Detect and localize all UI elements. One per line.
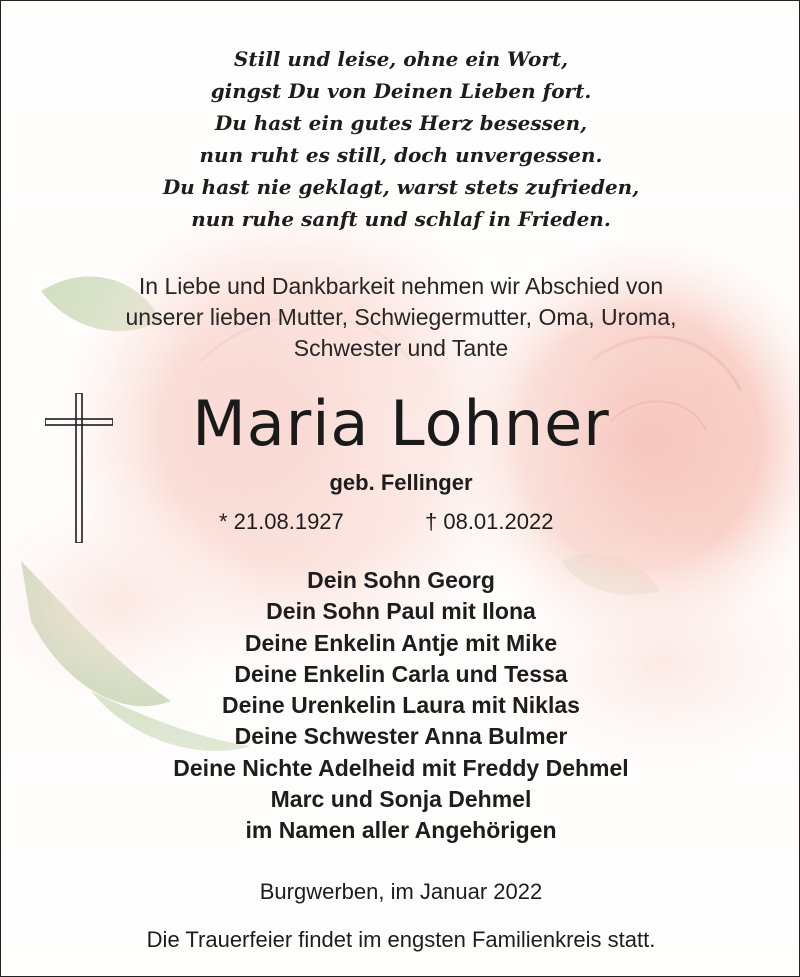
poem-line: gingst Du von Deinen Lieben fort.	[210, 79, 592, 103]
mourner-item: Deine Enkelin Antje mit Mike	[244, 629, 558, 656]
service-note: Die Trauerfeier findet im engsten Familienkreis statt.	[146, 927, 656, 952]
mourner-item: im Namen aller Angehörigen	[245, 817, 557, 844]
mourner-item: Deine Enkelin Carla und Tessa	[234, 660, 568, 687]
mourner-item: Deine Schwester Anna Bulmer	[234, 723, 568, 750]
birth-date: * 21.08.1927	[219, 509, 344, 534]
place-and-date: Burgwerben, im Januar 2022	[259, 879, 543, 904]
poem-line: nun ruhe sanft und schlaf in Frieden.	[191, 207, 611, 231]
poem-line: nun ruht es still, doch unvergessen.	[199, 143, 603, 167]
maiden-name: geb. Fellinger	[329, 470, 473, 495]
intro-line: Schwester und Tante	[293, 335, 509, 361]
poem-line: Still und leise, ohne ein Wort,	[233, 47, 569, 71]
poem-line: Du hast ein gutes Herz besessen,	[214, 111, 588, 135]
mourner-item: Deine Urenkelin Laura mit Niklas	[222, 692, 580, 719]
death-date: † 08.01.2022	[425, 509, 554, 534]
farewell-intro	[1, 271, 800, 364]
intro-line: In Liebe und Dankbarkeit nehmen wir Abschied von	[138, 273, 664, 299]
poem-line: Du hast nie geklagt, warst stets zufrieden,	[162, 175, 640, 199]
mourner-item: Dein Sohn Paul mit Ilona	[266, 598, 536, 625]
mourners-list	[1, 565, 800, 847]
mourner-item: Deine Nichte Adelheid mit Freddy Dehmel	[173, 754, 629, 781]
mourner-item: Marc und Sonja Dehmel	[270, 786, 532, 813]
poem	[1, 43, 800, 235]
mourner-item: Dein Sohn Georg	[307, 567, 495, 593]
deceased-name: Maria Lohner	[192, 387, 610, 460]
intro-line: unserer lieben Mutter, Schwiegermutter, Oma, Uroma,	[125, 304, 677, 330]
